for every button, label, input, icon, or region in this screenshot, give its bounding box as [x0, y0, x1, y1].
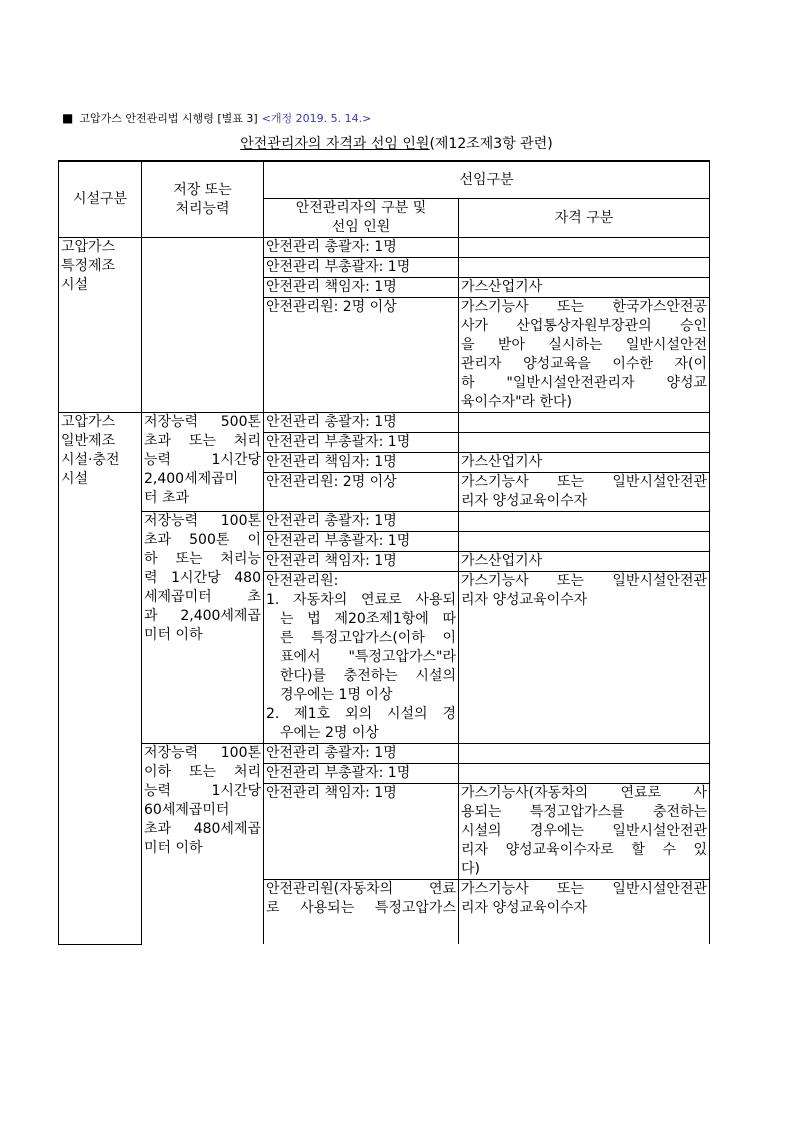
manager-cell: 안전관리 책임자: 1명 — [264, 453, 459, 473]
manager-cell: 안전관리 부총괄자: 1명 — [264, 532, 459, 552]
qual-cell — [459, 413, 710, 433]
qual-cell: 가스기능사 또는 일반시설안전관 리자 양성교육이수자 — [459, 880, 710, 945]
manager-cell: 안전관리 책임자: 1명 — [264, 784, 459, 880]
manager-cell: 안전관리원: 1. 자동차의 연료로 사용되 는 법 제20조제1항에 따 른 특정고압가스(이하 이 표에서 "특정고압가스"라 한다)를 충전하는 시설의 경우에는 1명 이상 2. 제1호 외의 시설의 경 우에는 2명 이상 — [264, 572, 459, 744]
qual-cell: 가스기능사 또는 일반시설안전관 리자 양성교육이수자 — [459, 473, 710, 512]
manager-cell: 안전관리원(자동차의 연료 로 사용되는 특정고압가스 — [264, 880, 459, 945]
title-reference: (제12조제3항 관련) — [429, 136, 553, 152]
qual-cell — [459, 512, 710, 532]
header-capacity: 저장 또는 처리능력 — [142, 161, 264, 238]
header-facility: 시설구분 — [59, 161, 142, 238]
manager-cell: 안전관리 총괄자: 1명 — [264, 238, 459, 258]
header-selection: 선임구분 — [264, 161, 710, 199]
manager-cell: 안전관리 총괄자: 1명 — [264, 413, 459, 433]
qual-cell: 가스기능사 또는 일반시설안전관 리자 양성교육이수자 — [459, 572, 710, 744]
manager-cell: 안전관리 부총괄자: 1명 — [264, 764, 459, 784]
qual-cell — [459, 258, 710, 278]
capacity-over-500t: 저장능력 500톤 초과 또는 처리 능력 1시간당 2,400세제곱미 터 초과 — [142, 413, 264, 512]
header-manager: 안전관리자의 구분 및 선임 인원 — [264, 199, 459, 238]
qual-cell: 가스기능사 또는 한국가스안전공 사가 산업통상자원부장관의 승인 을 받아 실시하는 일반시설안전 관리자 양성교육을 이수한 자(이 하 "일반시설안전관리자 양성교 육이수자"라 한다) — [459, 298, 710, 413]
facility-special-manufacturing: 고압가스 특정제조 시설 — [59, 238, 142, 413]
manager-cell: 안전관리 총괄자: 1명 — [264, 744, 459, 764]
manager-cell: 안전관리 부총괄자: 1명 — [264, 433, 459, 453]
facility-general-manufacturing: 고압가스 일반제조 시설·충전 시설 — [59, 413, 142, 945]
capacity-100t-to-500t: 저장능력 100톤 초과 500톤 이 하 또는 처리능 력 1시간당 480 세제곱미터 초 과 2,400세제곱 미터 이하 — [142, 512, 264, 744]
square-bullet-icon: ■ — [62, 111, 74, 125]
qual-cell — [459, 238, 710, 258]
qual-cell: 가스산업기사 — [459, 453, 710, 473]
qual-cell — [459, 532, 710, 552]
qual-cell: 가스기능사(자동차의 연료로 사 용되는 특정고압가스를 충전하는 시설의 경우에는 일반시설안전관 리자 양성교육이수자로 할 수 있 다) — [459, 784, 710, 880]
page-title — [0, 133, 793, 153]
qual-cell: 가스산업기사 — [459, 552, 710, 572]
manager-cell: 안전관리 책임자: 1명 — [264, 552, 459, 572]
revision-date: <개정 2019. 5. 14.> — [261, 112, 372, 125]
capacity-empty — [142, 238, 264, 413]
manager-cell: 안전관리 총괄자: 1명 — [264, 512, 459, 532]
qualification-table — [58, 160, 710, 945]
header-qualification: 자격 구분 — [459, 199, 710, 238]
title-main: 안전관리자의 자격과 선임 인원 — [240, 136, 430, 152]
law-name: 고압가스 안전관리법 시행령 [별표 3] — [79, 112, 258, 125]
qual-cell — [459, 764, 710, 784]
qual-cell — [459, 744, 710, 764]
capacity-under-100t: 저장능력 100톤 이하 또는 처리 능력 1시간당 60세제곱미터 초과 480세제곱 미터 이하 — [142, 744, 264, 945]
qual-cell — [459, 433, 710, 453]
law-header — [62, 110, 371, 126]
manager-cell: 안전관리 책임자: 1명 — [264, 278, 459, 298]
manager-cell: 안전관리원: 2명 이상 — [264, 473, 459, 512]
manager-cell: 안전관리 부총괄자: 1명 — [264, 258, 459, 278]
qual-cell: 가스산업기사 — [459, 278, 710, 298]
manager-cell: 안전관리원: 2명 이상 — [264, 298, 459, 413]
